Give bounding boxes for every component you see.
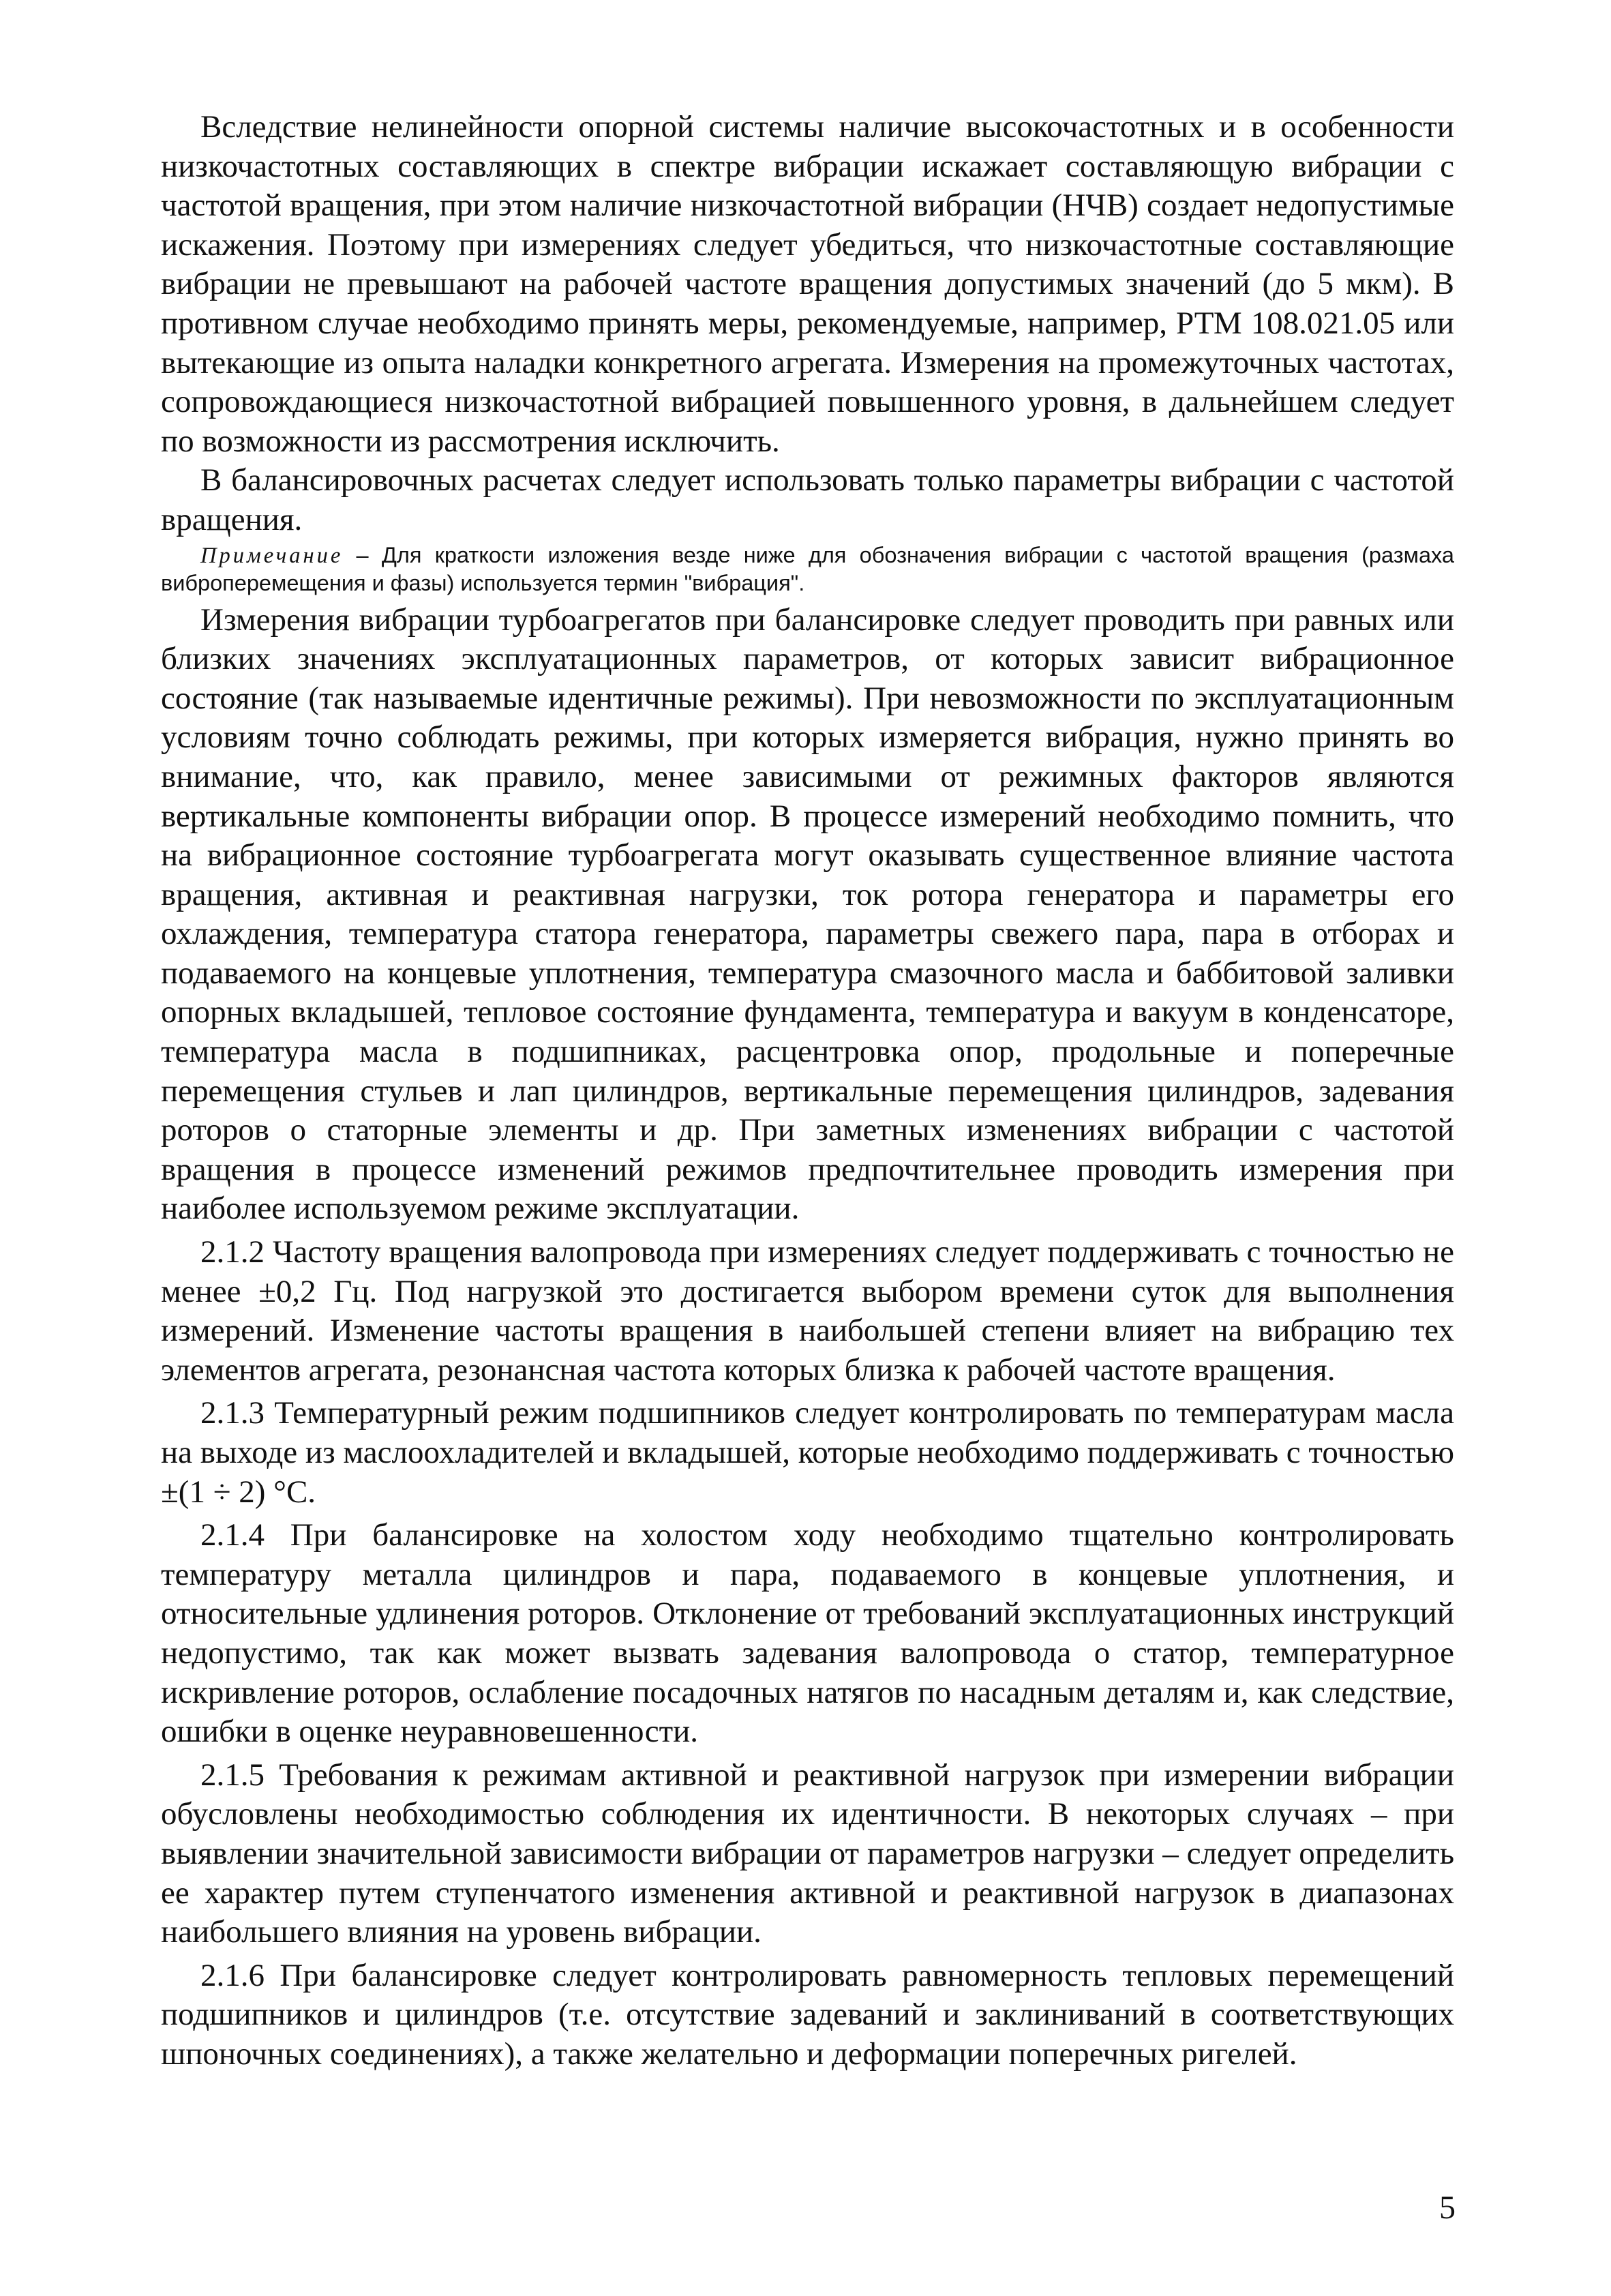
document-page — [161, 108, 1454, 2074]
page-number: 5 — [1439, 2190, 1456, 2226]
paragraph-2-1-3: 2.1.3 Температурный режим подшипников следует контролировать по температурам масла на выходе из маслоохладителей и вкладышей, которые необходимо поддерживать с точностью ±(1 ÷ 2) °С. — [161, 1395, 1455, 1510]
paragraph-2-1-4: 2.1.4 При балансировке на холостом ходу необходимо тщательно контролировать температуру металла цилиндров и пара, подаваемого в концевые уплотнения, и относительные удлинения роторов. Отклонение от требований эксплуатационных инструкций недопустимо, так как может вызвать задевания валопровода о статор, температурное искривление роторов, ослабление посадочных натягов по насадным деталям и, как следствие, ошибки в оценке неуравновешенности. — [161, 1517, 1454, 1750]
paragraph-balancing-calculations: В балансировочных расчетах следует использовать только параметры вибрации с частотой вращения. — [161, 462, 1454, 537]
paragraph-nonlinearity: Вследствие нелинейности опорной системы наличие высокочастотных и в особенности низкочастотных составляющих в спектре вибрации искажает составляющую вибрации с частотой вращения, при этом наличие низкочастотной вибрации (НЧВ) создает недопустимые искажения. Поэтому при измерениях следует убедиться, что низкочастотные составляющие вибрации не превышают на рабочей частоте вращения допустимых значений (до 5 мкм). В противном случае необходимо принять меры, рекомендуемые, например, РТМ 108.021.05 или вытекающие из опыта наладки конкретного агрегата. Измерения на промежуточных частотах, сопровождающиеся низкочастотной вибрацией повышенного уровня, в дальнейшем следует по возможности из рассмотрения исключить. — [161, 109, 1454, 459]
paragraph-2-1-5: 2.1.5 Требования к режимам активной и реактивной нагрузок при измерении вибрации обусловлены необходимостью соблюдения их идентичности. В некоторых случаях – при выявлении значительной зависимости вибрации от параметров нагрузки – следует определить ее характер путем ступенчатого изменения активной и реактивной нагрузок в диапазонах наибольшего влияния на уровень вибрации. — [161, 1757, 1454, 1950]
note-text: – Для краткости изложения везде ниже для обозначения вибрации с частотой вращения (размаха виброперемещения и фазы) используется термин "вибрация". — [161, 542, 1454, 595]
note — [161, 541, 1454, 597]
note-label: Примечание — [200, 543, 344, 568]
paragraph-2-1-2: 2.1.2 Частоту вращения валопровода при измерениях следует поддерживать с точностью не менее ±0,2 Гц. Под нагрузкой это достигается выбором времени суток для выполнения измерений. Изменение частоты вращения в наибольшей степени влияет на вибрацию тех элементов агрегата, резонансная частота которых близка к рабочей частоте вращения. — [161, 1234, 1454, 1388]
paragraph-identical-modes: Измерения вибрации турбоагрегатов при балансировке следует проводить при равных или близких значениях эксплуатационных параметров, от которых зависит вибрационное состояние (так называемые идентичные режимы). При невозможности по эксплуатационным условиям точно соблюдать режимы, при которых измеряется вибрация, нужно принять во внимание, что, как правило, менее зависимыми от режимных факторов являются вертикальные компоненты вибрации опор. В процессе измерений необходимо помнить, что на вибрационное состояние турбоагрегата могут оказывать существенное влияние частота вращения, активная и реактивная нагрузки, ток ротора генератора и параметры его охлаждения, температура статора генератора, параметры свежего пара, пара в отборах и подаваемого на концевые уплотнения, температура смазочного масла и баббитовой заливки опорных вкладышей, тепловое состояние фундамента, температура и вакуум в конденсаторе, температура масла в подшипниках, расцентровка опор, продольные и поперечные перемещения стульев и лап цилиндров, вертикальные перемещения цилиндров, задевания роторов о статорные элементы и др. При заметных изменениях вибрации с частотой вращения в процессе изменений режимов предпочтительнее проводить измерения при наиболее используемом режиме эксплуатации. — [161, 601, 1454, 1227]
paragraph-2-1-6: 2.1.6 При балансировке следует контролировать равномерность тепловых перемещений подшипников и цилиндров (т.е. отсутствие задеваний и заклиниваний в соответствующих шпоночных соединениях), а также желательно и деформации поперечных ригелей. — [161, 1957, 1454, 2072]
